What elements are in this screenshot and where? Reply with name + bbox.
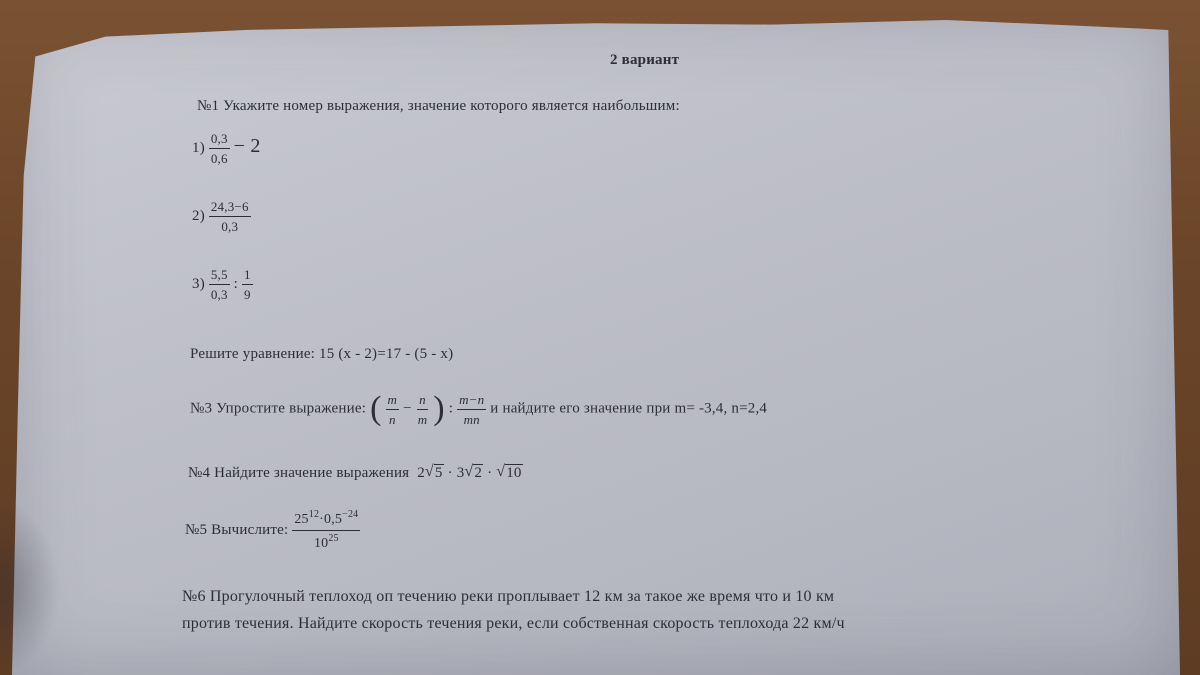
fraction xyxy=(209,132,230,165)
denominator: mn xyxy=(463,411,480,427)
radicand: 10 xyxy=(506,465,522,481)
numerator: m xyxy=(386,393,400,410)
fraction xyxy=(242,268,253,301)
expression-tail: − 2 xyxy=(233,134,261,157)
exponent: 12 xyxy=(308,509,320,520)
operator: : xyxy=(448,400,454,417)
radicand: 5 xyxy=(434,465,443,481)
coef-1: 2 xyxy=(417,465,425,481)
task-1-prompt: №1 Укажите номер выражения, значение которого является наибольшим: xyxy=(197,98,680,114)
task-6-line-2: против течения. Найдите скорость течения реки, если собственная скорость теплохода 22 км/ч xyxy=(182,615,845,632)
numerator xyxy=(292,510,360,531)
task-4-text: Найдите значение выражения xyxy=(214,465,410,481)
numerator: m−n xyxy=(457,393,486,410)
denominator: 0,3 xyxy=(221,219,239,234)
operator: : xyxy=(233,275,239,292)
radicand: 2 xyxy=(474,465,483,481)
fraction xyxy=(209,268,230,301)
task-4-label: №4 xyxy=(188,465,211,481)
task-5-label: №5 xyxy=(185,521,208,538)
option-label: 2) xyxy=(192,207,205,224)
exponent: 25 xyxy=(328,533,339,544)
denominator: 0,6 xyxy=(210,151,228,166)
numerator: n xyxy=(417,393,428,410)
task-3 xyxy=(190,392,767,426)
task-5-text: Вычислите: xyxy=(211,521,289,538)
open-paren: ( xyxy=(370,390,382,427)
task-1-option-3 xyxy=(192,268,253,301)
task-3-text-before: Упростите выражение: xyxy=(216,400,367,417)
factor: ·0,5 xyxy=(319,512,343,527)
numerator: 5,5 xyxy=(209,268,230,285)
task-1-option-2 xyxy=(192,200,251,233)
dot-operator: · xyxy=(447,465,453,481)
task-2 xyxy=(190,346,453,363)
task-2-text: Решите уравнение: 15 (x - 2)=17 - (5 - x) xyxy=(190,346,454,362)
exponent: −24 xyxy=(342,509,359,520)
shadow xyxy=(0,500,60,675)
task-3-text-after: и найдите его значение при m= -3,4, n=2,4 xyxy=(490,400,768,417)
task-4 xyxy=(188,465,523,482)
denominator: 9 xyxy=(244,287,251,302)
denominator: m xyxy=(417,411,428,427)
base: 25 xyxy=(294,512,309,527)
denominator: n xyxy=(388,411,396,427)
task-1-option-1 xyxy=(192,132,261,165)
minus-sign: − xyxy=(403,400,412,417)
sqrt xyxy=(425,465,444,482)
task-5 xyxy=(185,510,360,551)
fraction xyxy=(457,393,486,426)
sqrt xyxy=(496,465,522,482)
fraction xyxy=(292,510,360,551)
numerator: 1 xyxy=(242,268,253,285)
denominator xyxy=(312,531,341,551)
fraction xyxy=(416,393,430,426)
variant-title: 2 вариант xyxy=(610,52,680,68)
close-paren: ) xyxy=(433,390,445,427)
fraction xyxy=(386,393,400,426)
fraction xyxy=(209,200,251,233)
option-label: 3) xyxy=(192,275,205,292)
task-6-line-1: №6 Прогулочный теплоход оп течению реки проплывает 12 км за такое же время что и 10 км xyxy=(182,588,835,605)
dot-operator: · xyxy=(487,465,493,481)
denominator: 0,3 xyxy=(210,287,228,302)
numerator: 24,3−6 xyxy=(209,200,251,217)
coef-2: 3 xyxy=(456,465,465,481)
task-3-label: №3 xyxy=(190,400,213,417)
numerator: 0,3 xyxy=(209,132,230,149)
base: 10 xyxy=(313,536,329,551)
sqrt xyxy=(464,465,483,482)
option-label: 1) xyxy=(192,139,205,156)
